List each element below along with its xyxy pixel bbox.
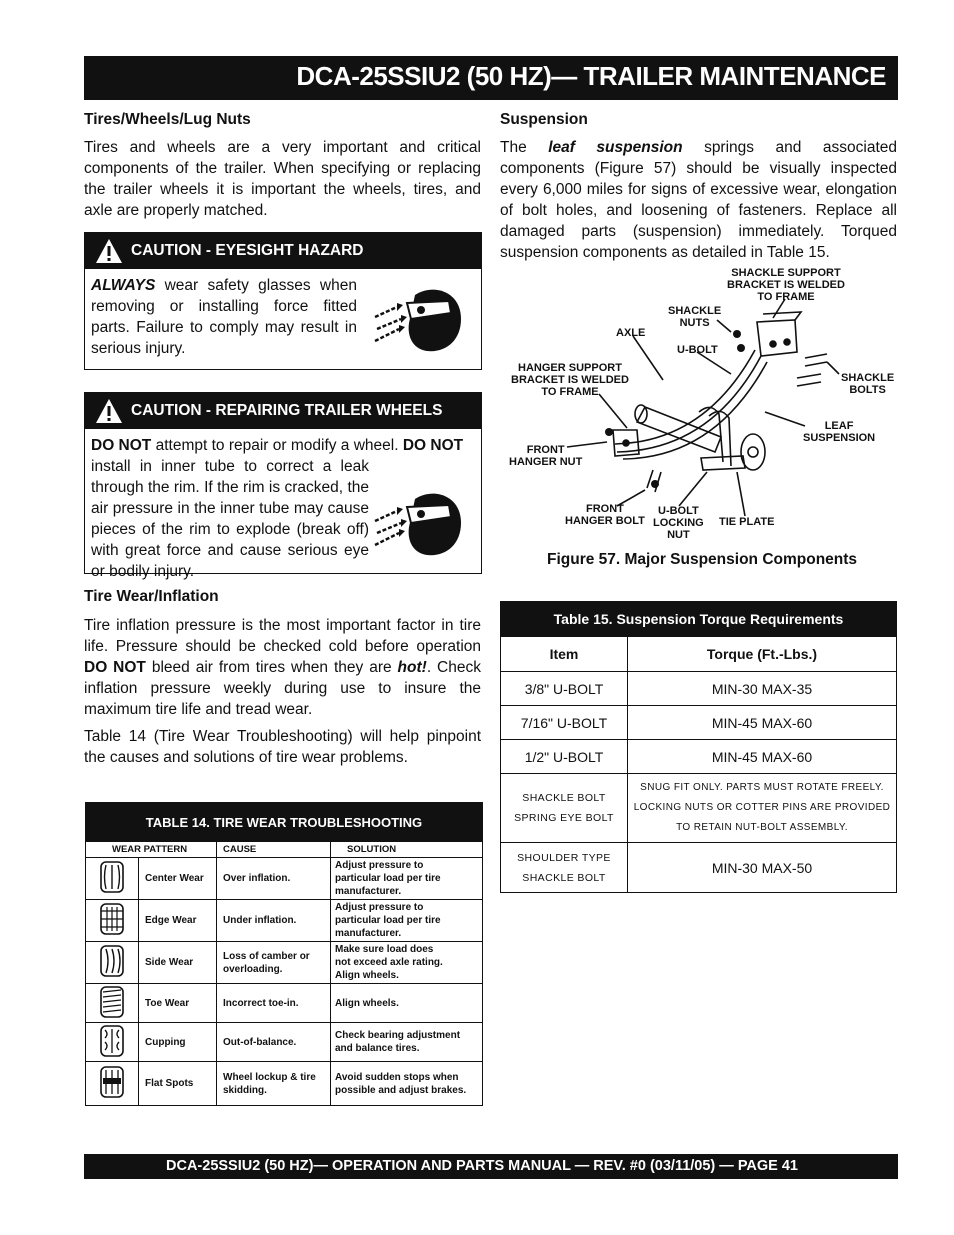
suspension-heading: Suspension: [500, 111, 588, 128]
cupping-tire-icon: [86, 1023, 139, 1062]
caution-wheels-label: CAUTION - REPAIRING TRAILER WHEELS: [131, 402, 443, 419]
warning-triangle-icon: [95, 398, 123, 424]
col-header-cause: CAUSE: [217, 842, 331, 858]
table-row: 7/16" U-BOLT MIN-45 MAX-60: [501, 706, 897, 740]
table-row: SHOULDER TYPE SHACKLE BOLT MIN-30 MAX-50: [501, 843, 897, 893]
label-shackle-nuts: SHACKLE NUTS: [668, 305, 722, 329]
table-row: Flat Spots Wheel lockup & tire skidding. Avoid sudden stops when possible and adjust brakes.: [86, 1062, 483, 1106]
caution-wheels-box: [84, 392, 482, 580]
table-row: Center Wear Over inflation. Adjust pressure to particular load per tire manufacturer.: [86, 858, 483, 900]
table-row: Side Wear Loss of camber or overloading. Make sure load does not exceed axle rating. Align wheels.: [86, 942, 483, 984]
page-footer: [84, 1154, 898, 1179]
safety-glasses-icon: [371, 489, 471, 559]
torque-table: [500, 601, 897, 893]
tires-heading: Tires/Wheels/Lug Nuts: [84, 111, 251, 128]
table-row: 3/8" U-BOLT MIN-30 MAX-35: [501, 672, 897, 706]
table-row: SHACKLE BOLT SPRING EYE BOLT SNUG FIT ONLY. PARTS MUST ROTATE FREELY. LOCKING NUTS OR COTTER PINS ARE PROVIDED TO RETAIN NUT-BOLT ASSEMBLY.: [501, 774, 897, 843]
col-header-torque: Torque (Ft.-Lbs.): [628, 637, 897, 672]
col-header-solution: SOLUTION: [331, 842, 483, 858]
tires-paragraph: Tires and wheels are a very important and critical components of the trailer. When specifying or replacing the trailer wheels it is important the wheels, tires, and axle are properly matched.: [84, 139, 481, 219]
caution-eyesight-text: ALWAYS wear safety glasses when removing or installing force fitted parts. Failure to comply may result in serious injury.: [91, 277, 357, 357]
caution-wheels-header: [85, 393, 481, 429]
label-shackle-support: SHACKLE SUPPORT BRACKET IS WELDED TO FRAME: [727, 267, 845, 303]
table-row: Edge Wear Under inflation. Adjust pressure to particular load per tire manufacturer.: [86, 900, 483, 942]
side-wear-tire-icon: [86, 942, 139, 984]
label-u-bolt-locking-nut: U-BOLT LOCKING NUT: [653, 505, 704, 541]
table-row: Cupping Out-of-balance. Check bearing adjustment and balance tires.: [86, 1023, 483, 1062]
label-axle: AXLE: [616, 327, 646, 339]
label-front-hanger-nut: FRONT HANGER NUT: [509, 444, 583, 468]
label-shackle-bolts: SHACKLE BOLTS: [841, 372, 895, 396]
warning-triangle-icon: [95, 238, 123, 264]
tire-wear-heading: Tire Wear/Inflation: [84, 588, 219, 605]
suspension-diagram: [505, 262, 900, 544]
center-wear-tire-icon: [86, 858, 139, 900]
torque-table-caption: Table 15. Suspension Torque Requirements: [501, 602, 897, 637]
toe-wear-tire-icon: [86, 984, 139, 1023]
col-header-wear-pattern: WEAR PATTERN: [86, 842, 217, 858]
label-front-hanger-bolt: FRONT HANGER BOLT: [565, 503, 645, 527]
edge-wear-tire-icon: [86, 900, 139, 942]
table-row: 1/2" U-BOLT MIN-45 MAX-60: [501, 740, 897, 774]
page-title-bar: [84, 56, 898, 100]
table-row: Toe Wear Incorrect toe-in. Align wheels.: [86, 984, 483, 1023]
footer-text: DCA-25SSIU2 (50 HZ)— OPERATION AND PARTS MANUAL — REV. #0 (03/11/05) — PAGE 41: [166, 1158, 798, 1174]
figure-caption: Figure 57. Major Suspension Components: [547, 551, 858, 568]
suspension-paragraph: The leaf suspension springs and associated components (Figure 57) should be visually inspected every 6,000 miles for signs of excessive wear, elongation of bolt holes, and loosening of fasteners. Replace all damaged parts (suspension) immediately. Torqued suspension components as detailed in Table 15.: [500, 139, 897, 261]
flat-spots-tire-icon: [86, 1062, 139, 1106]
caution-eyesight-label: CAUTION - EYESIGHT HAZARD: [131, 242, 364, 259]
label-leaf-suspension: LEAF SUSPENSION: [803, 420, 876, 444]
tire-wear-paragraph-1: Tire inflation pressure is the most important factor in tire life. Pressure should be checked cold before operation DO NOT bleed air from tires when they are hot!. Check inflation pressure weekly during use to insure the maximum tire life and tread wear.: [84, 617, 481, 718]
tire-wear-table-caption: TABLE 14. TIRE WEAR TROUBLESHOOTING: [86, 803, 483, 842]
page-title: DCA-25SSIU2 (50 HZ)— TRAILER MAINTENANCE: [296, 61, 886, 91]
label-u-bolt: U-BOLT: [677, 344, 718, 356]
caution-eyesight-box: [84, 232, 482, 370]
col-header-item: Item: [501, 637, 628, 672]
caution-wheels-text-b: install in inner tube to correct a leak through the rim. If the rim is cracked, the air pressure in the inner tube may cause pieces of the rim to explode (break off) with great force and cause serious eye or bodily injury.: [91, 458, 369, 580]
tire-wear-table: [85, 802, 483, 1106]
safety-glasses-icon: [371, 285, 471, 355]
label-hanger-support: HANGER SUPPORT BRACKET IS WELDED TO FRAME: [511, 362, 629, 398]
tire-wear-paragraph-2: Table 14 (Tire Wear Troubleshooting) will help pinpoint the causes and solutions of tire wear problems.: [84, 728, 481, 766]
caution-eyesight-header: [85, 233, 481, 269]
label-tie-plate: TIE PLATE: [719, 516, 775, 528]
caution-wheels-text-a: DO NOT attempt to repair or modify a wheel. DO NOT: [91, 437, 464, 454]
